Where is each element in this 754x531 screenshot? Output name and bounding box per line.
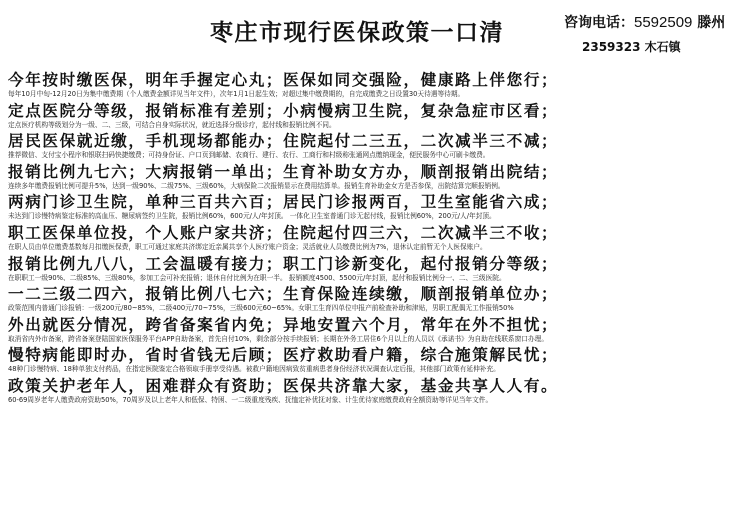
policy-note: 推荐微信、支付宝小程序和银联扫码快捷缴费；可持身份证、户口页到邮储、农商行、建行、农行、工商行和村级称张通网点缴纳现金，便民服务中心可刷卡缴费。 [8,151,490,160]
hotline-second-area: 木石镇 [644,40,681,54]
policy-note: 政策范围内普通门诊报销：一级200元/80~85%，二级400元/70~75%，三级600元60~65%。女职工生育四单位申报产前检查补助和津贴，男职工配偶无工作报销50% [8,304,514,313]
policy-verse: 外出就医分情况，跨省备案省内免；异地安置六个月，常年在外不担忧； [8,314,559,334]
policy-note: 在职职工一级90%、二级85%、三级80%，参加工会可补充报销；退休自付比例为在职一半。 报销额度4500、5500元/年封顶，起付和报销比例分一、二、三级医院。 [8,273,506,282]
policy-note: 48种门诊慢特病、18种单独支付药品，在指定医院鉴定合格领取手册享受待遇。被救户籍地因病致贫重病患者身份经济状况调查认定后报，其他部门政策有延伸补充。 [8,365,500,374]
policy-note: 每年10月中旬-12月20日为集中缴费期（个人缴费金额详见当年文件），次年1月1日起生效；对超过集中缴费期的，自完成缴费之日设置30天待遇等待期。 [8,90,465,98]
hotline-main-area: 滕州 [697,15,726,31]
policy-verse: 定点医院分等级，报销标准有差别；小病慢病卫生院，复杂急症市区看； [8,100,559,120]
page-title: 枣庄市现行医保政策一口清 [210,19,504,46]
hotline-primary [564,12,750,32]
policy-note: 未达到门诊慢特病鉴定标准的高血压、糖尿病签约卫生院，报销比例60%，600元/人/年封顶。 一体化卫生室普通门诊无起付线，报销比例60%，200元/人/年封顶。 [8,212,496,221]
policy-verse: 报销比例九八八，工会温暖有接力；职工门诊新变化，起付报销分等级； [8,253,559,273]
policy-note: 连续多年缴费报销比例可提升5%，达到一级90%、二级75%、三级60%，大病保险二次报销显示在费用结算单。报销生育补助金女方是否参保，出院结算完顺报销例。 [8,181,505,190]
policy-verse: 居民医保就近缴，手机现场都能办；住院起付二三五，二次减半三不减； [8,131,559,151]
hotline-main-number: 5592509 [634,14,693,31]
hotline-label: 咨询电话： [564,15,634,31]
contact-info [564,12,750,55]
policy-note: 取消省内外市备案，跨省备案登陆国家医保服务平台APP自助备案，首先自付10%，剩余部分按手续报销；长期在外务工居住6个月以上的人员以《承诺书》为自助在线联系窗口办理。 [8,334,549,343]
policy-verse: 慢特病能即时办，省时省钱无后顾；医疗救助看户籍，综合施策解民忧； [8,345,559,365]
hotline-second-number: 2359323 [582,40,641,54]
policy-list [8,70,748,407]
policy-note: 60-69周岁老年人缴费政府资助50%，70周岁及以上老年人和低保、特困、一二级重度残疾、抚恤定补优抚对象、计生优待家庭缴费政府全额资助等详见当年文件。 [8,395,493,404]
policy-verse: 两病门诊卫生院，单种三百共六百；居民门诊报两百，卫生室能省六成； [8,192,559,212]
policy-verse: 报销比例九七六；大病报销一单出；生育补助女方办，顺剖报销出院结； [8,161,559,181]
policy-verse: 政策关护老年人，困难群众有资助；医保共济靠大家，基金共享人人有。 [8,375,559,395]
policy-verse: 一二三级二四六，报销比例八七六；生育保险连续缴，顺剖报销单位办； [8,284,559,304]
policy-note: 定点医疗机构等级划分为一级、二、三级，可结合自身实际状况，就近选择分级诊疗，起付线和报销比例不同。 [8,120,336,129]
policy-note: 在职人员由单位缴费基数每月扣缴医保费，职工可通过家庭共济绑定近亲属共享个人医疗账户资金；灵活就业人员缴费比例为7%，退休认定前暂无个人医保账户。 [8,242,487,251]
hotline-secondary [564,38,750,55]
policy-verse: 今年按时缴医保，明年手握定心丸；医保如同交强险，健康路上伴您行； [8,70,559,89]
policy-verse: 职工医保单位投，个人账户家共济；住院起付四三六，二次减半三不收； [8,222,559,242]
